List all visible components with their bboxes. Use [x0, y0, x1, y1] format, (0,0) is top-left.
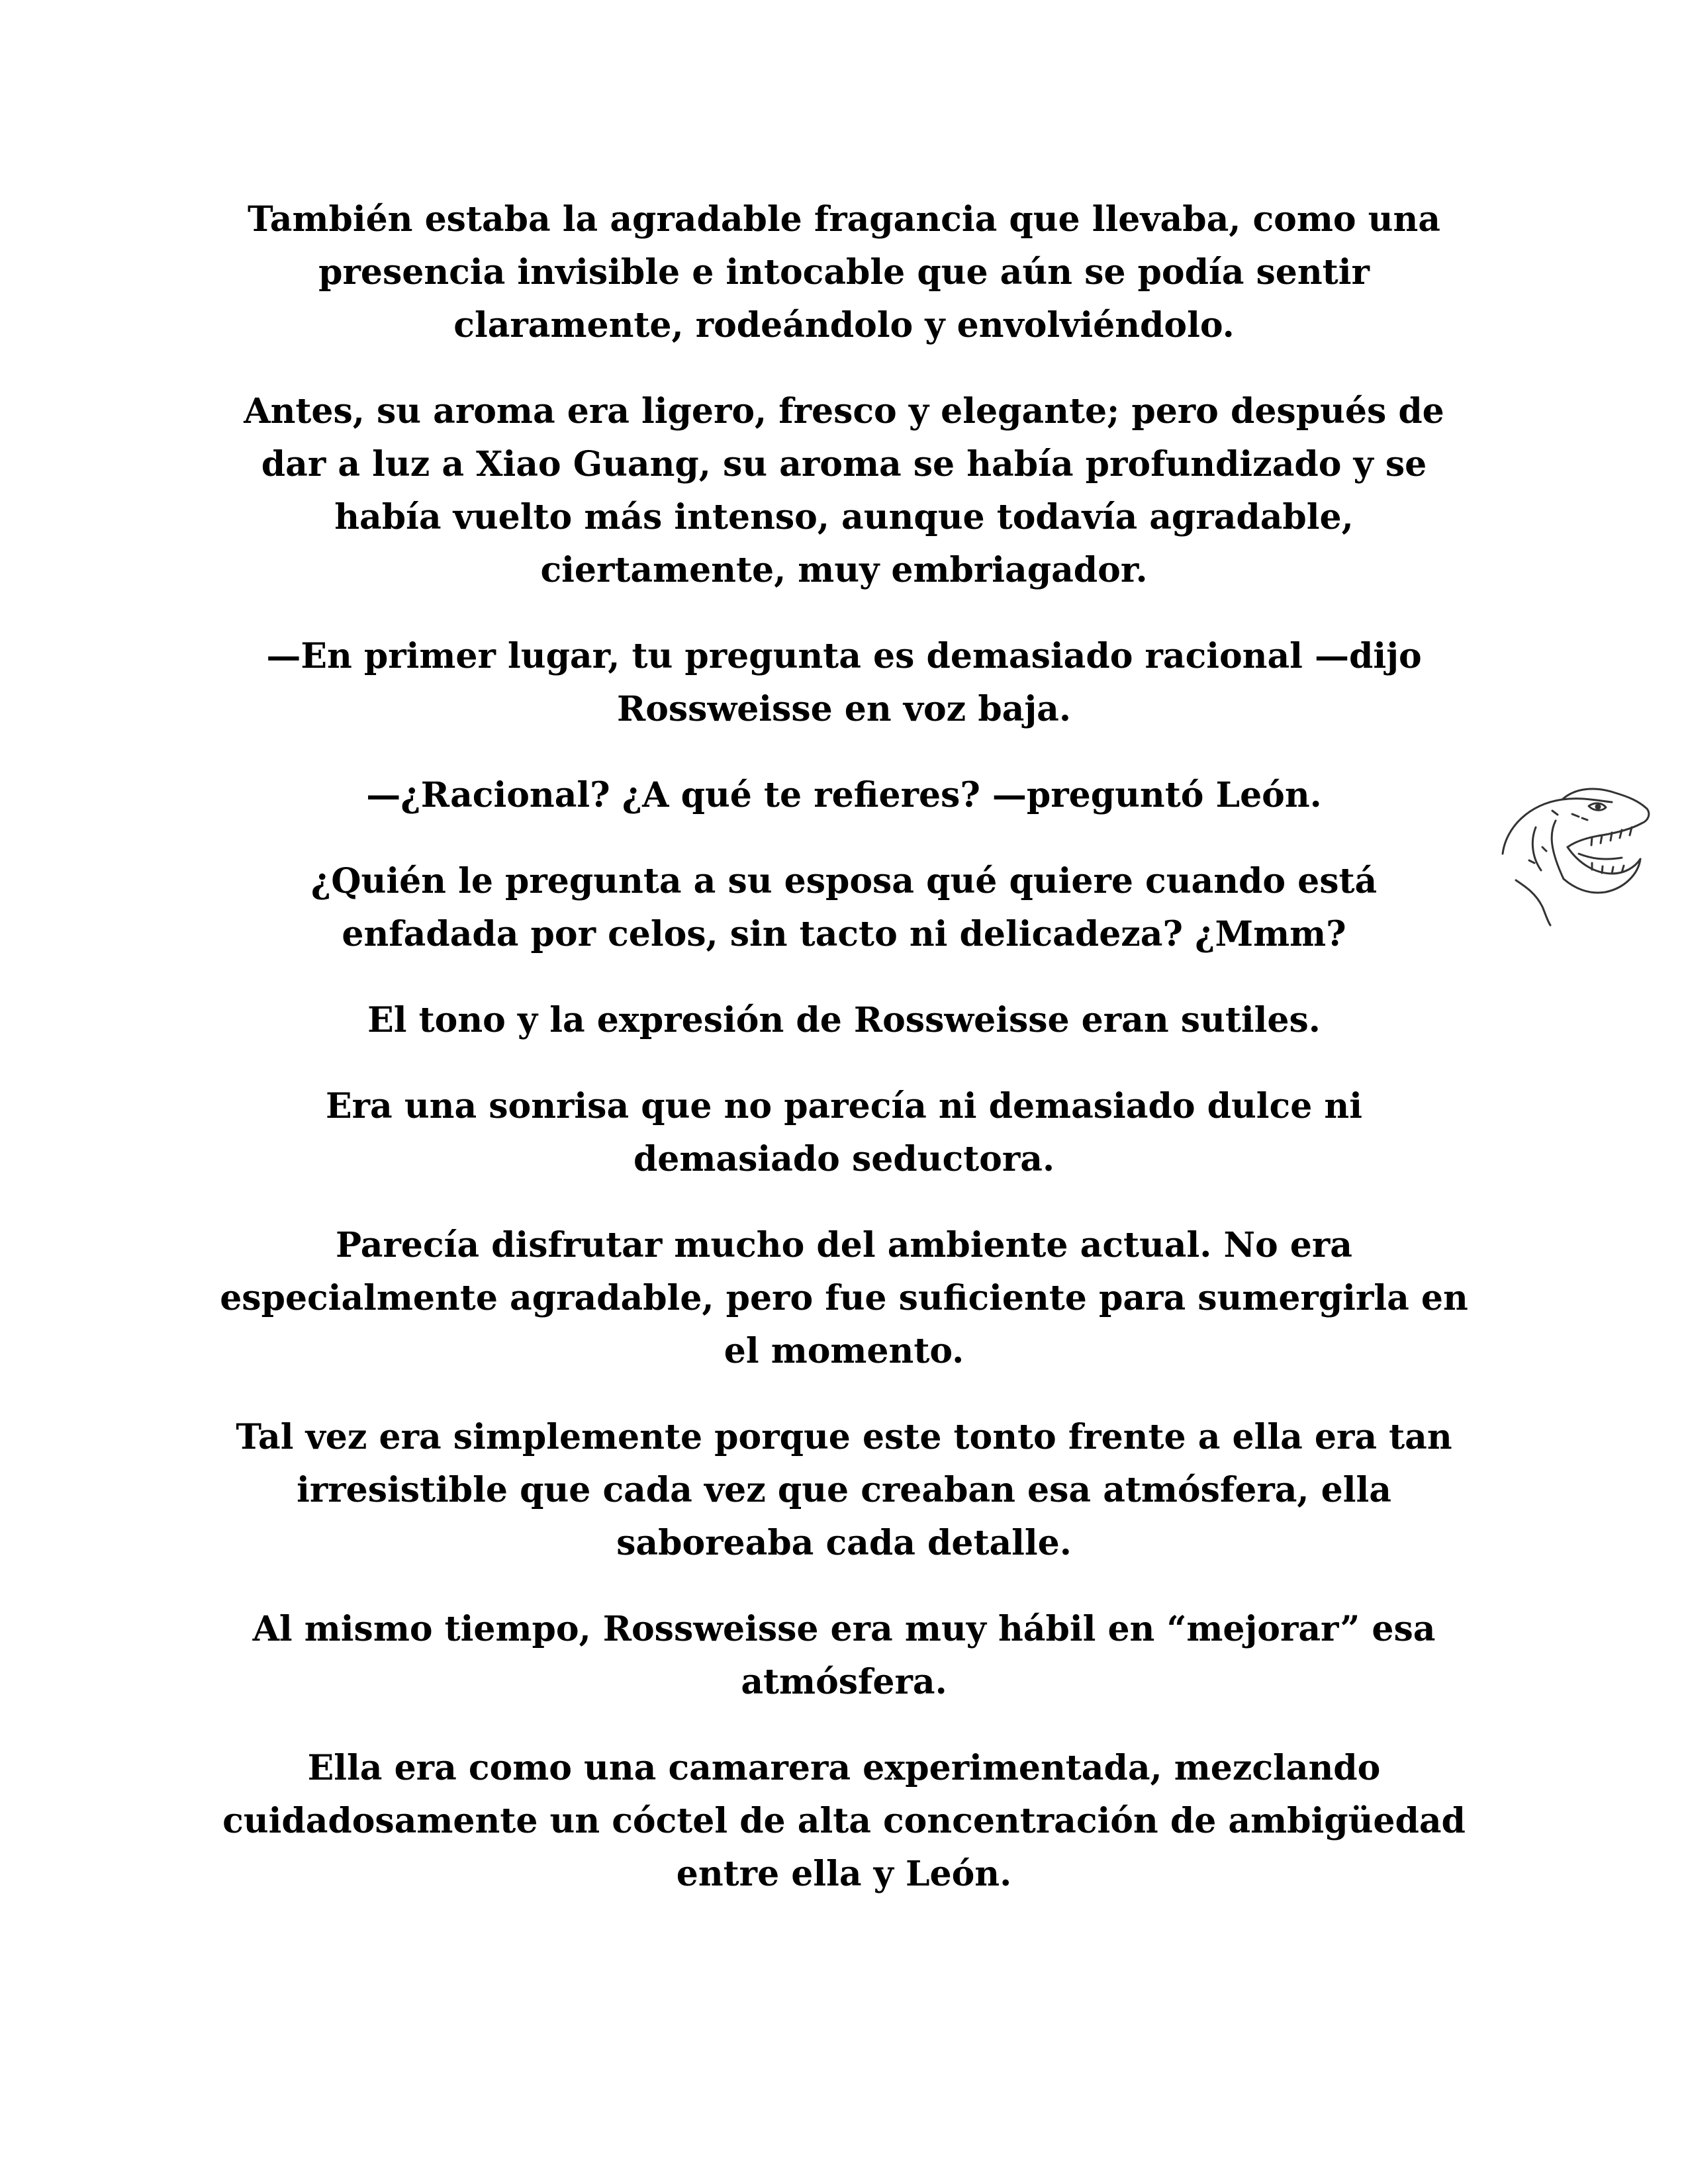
paragraph-7: Era una sonrisa que no parecía ni demasiado dulce ni demasiado seductora. — [326, 1086, 1362, 1179]
paragraph-10: Al mismo tiempo, Rossweisse era muy hábil en “mejorar” esa atmósfera. — [252, 1609, 1436, 1702]
paragraph-4: —¿Racional? ¿A qué te refieres? —preguntó León. — [366, 775, 1322, 815]
paragraph-6: El tono y la expresión de Rossweisse eran sutiles. — [367, 1000, 1321, 1040]
paragraph-9: Tal vez era simplemente porque este tonto frente a ella era tan irresistible que cada vez que creaban esa atmósfera, ella saboreaba cada detalle. — [236, 1417, 1452, 1563]
paragraph-8: Parecía disfrutar mucho del ambiente actual. No era especialmente agradable, pero fue suficiente para sumergirla en el momento. — [220, 1225, 1468, 1371]
body-text — [218, 193, 1470, 1934]
paragraph-3: —En primer lugar, tu pregunta es demasiado racional —dijo Rossweisse en voz baja. — [266, 636, 1422, 729]
paragraph-11: Ella era como una camarera experimentada, mezclando cuidadosamente un cóctel de alta concentración de ambigüedad entre ella y León. — [222, 1748, 1466, 1894]
paragraph-1: También estaba la agradable fragancia que llevaba, como una presencia invisible e intocable que aún se podía sentir claramente, rodeándolo y envolviéndolo. — [248, 199, 1440, 345]
paragraph-5: ¿Quién le pregunta a su esposa qué quiere cuando está enfadada por celos, sin tacto ni delicadeza? ¿Mmm? — [310, 861, 1378, 954]
dinosaur-head-sketch-icon — [1489, 774, 1655, 927]
paragraph-2: Antes, su aroma era ligero, fresco y elegante; pero después de dar a luz a Xiao Guang, su aroma se había profundizado y se había vuelto más intenso, aunque todavía agradable, ciertamente, muy embriagador. — [244, 391, 1444, 590]
